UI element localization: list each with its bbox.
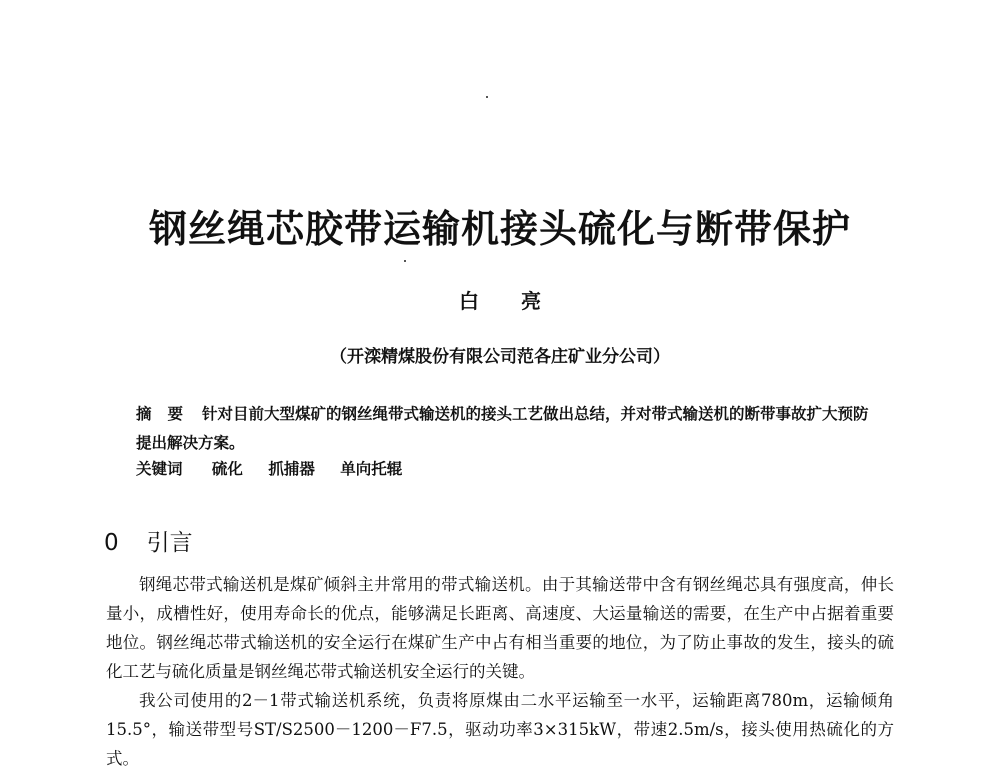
keyword: 硫化 — [211, 459, 243, 478]
scan-speck — [404, 260, 406, 262]
author-affiliation: （开滦精煤股份有限公司范各庄矿业分公司） — [330, 347, 670, 367]
author-name: 白亮 — [459, 289, 583, 313]
abstract — [136, 399, 876, 457]
abstract-label: 摘要 — [136, 404, 200, 423]
body-text — [106, 570, 894, 773]
section-heading — [104, 524, 193, 557]
scan-speck — [486, 96, 488, 98]
keyword: 抓捕器 — [268, 459, 315, 478]
keywords-label: 关键词 — [136, 459, 183, 478]
section-number: 0 — [104, 530, 119, 556]
paragraph: 我公司使用的2－1带式输送机系统，负责将原煤由二水平运输至一水平，运输距离780m，运输倾角15.5°，输送带型号ST/S2500－1200－F7.5，驱动功率3×315kW，带速2.5m/s，接头使用热硫化的方式。 — [106, 691, 894, 768]
keyword: 单向托辊 — [340, 459, 403, 478]
paragraph: 钢绳芯带式输送机是煤矿倾斜主井常用的带式输送机。由于其输送带中含有钢丝绳芯具有强度高，伸长量小，成槽性好，使用寿命长的优点，能够满足长距离、高速度、大运量输送的需要，在生产中占据着重要地位。钢丝绳芯带式输送机的安全运行在煤矿生产中占有相当重要的地位，为了防止事故的发生，接头的硫化工艺与硫化质量是钢丝绳芯带式输送机安全运行的关键。 — [106, 575, 894, 681]
abstract-text: 针对目前大型煤矿的钢丝绳带式输送机的接头工艺做出总结，并对带式输送机的断带事故扩大预防提出解决方案。 — [136, 404, 869, 452]
section-title: 引言 — [146, 530, 193, 556]
keywords — [136, 457, 422, 479]
paper-title: 钢丝绳芯胶带运输机接头硫化与断带保护 — [148, 206, 851, 251]
